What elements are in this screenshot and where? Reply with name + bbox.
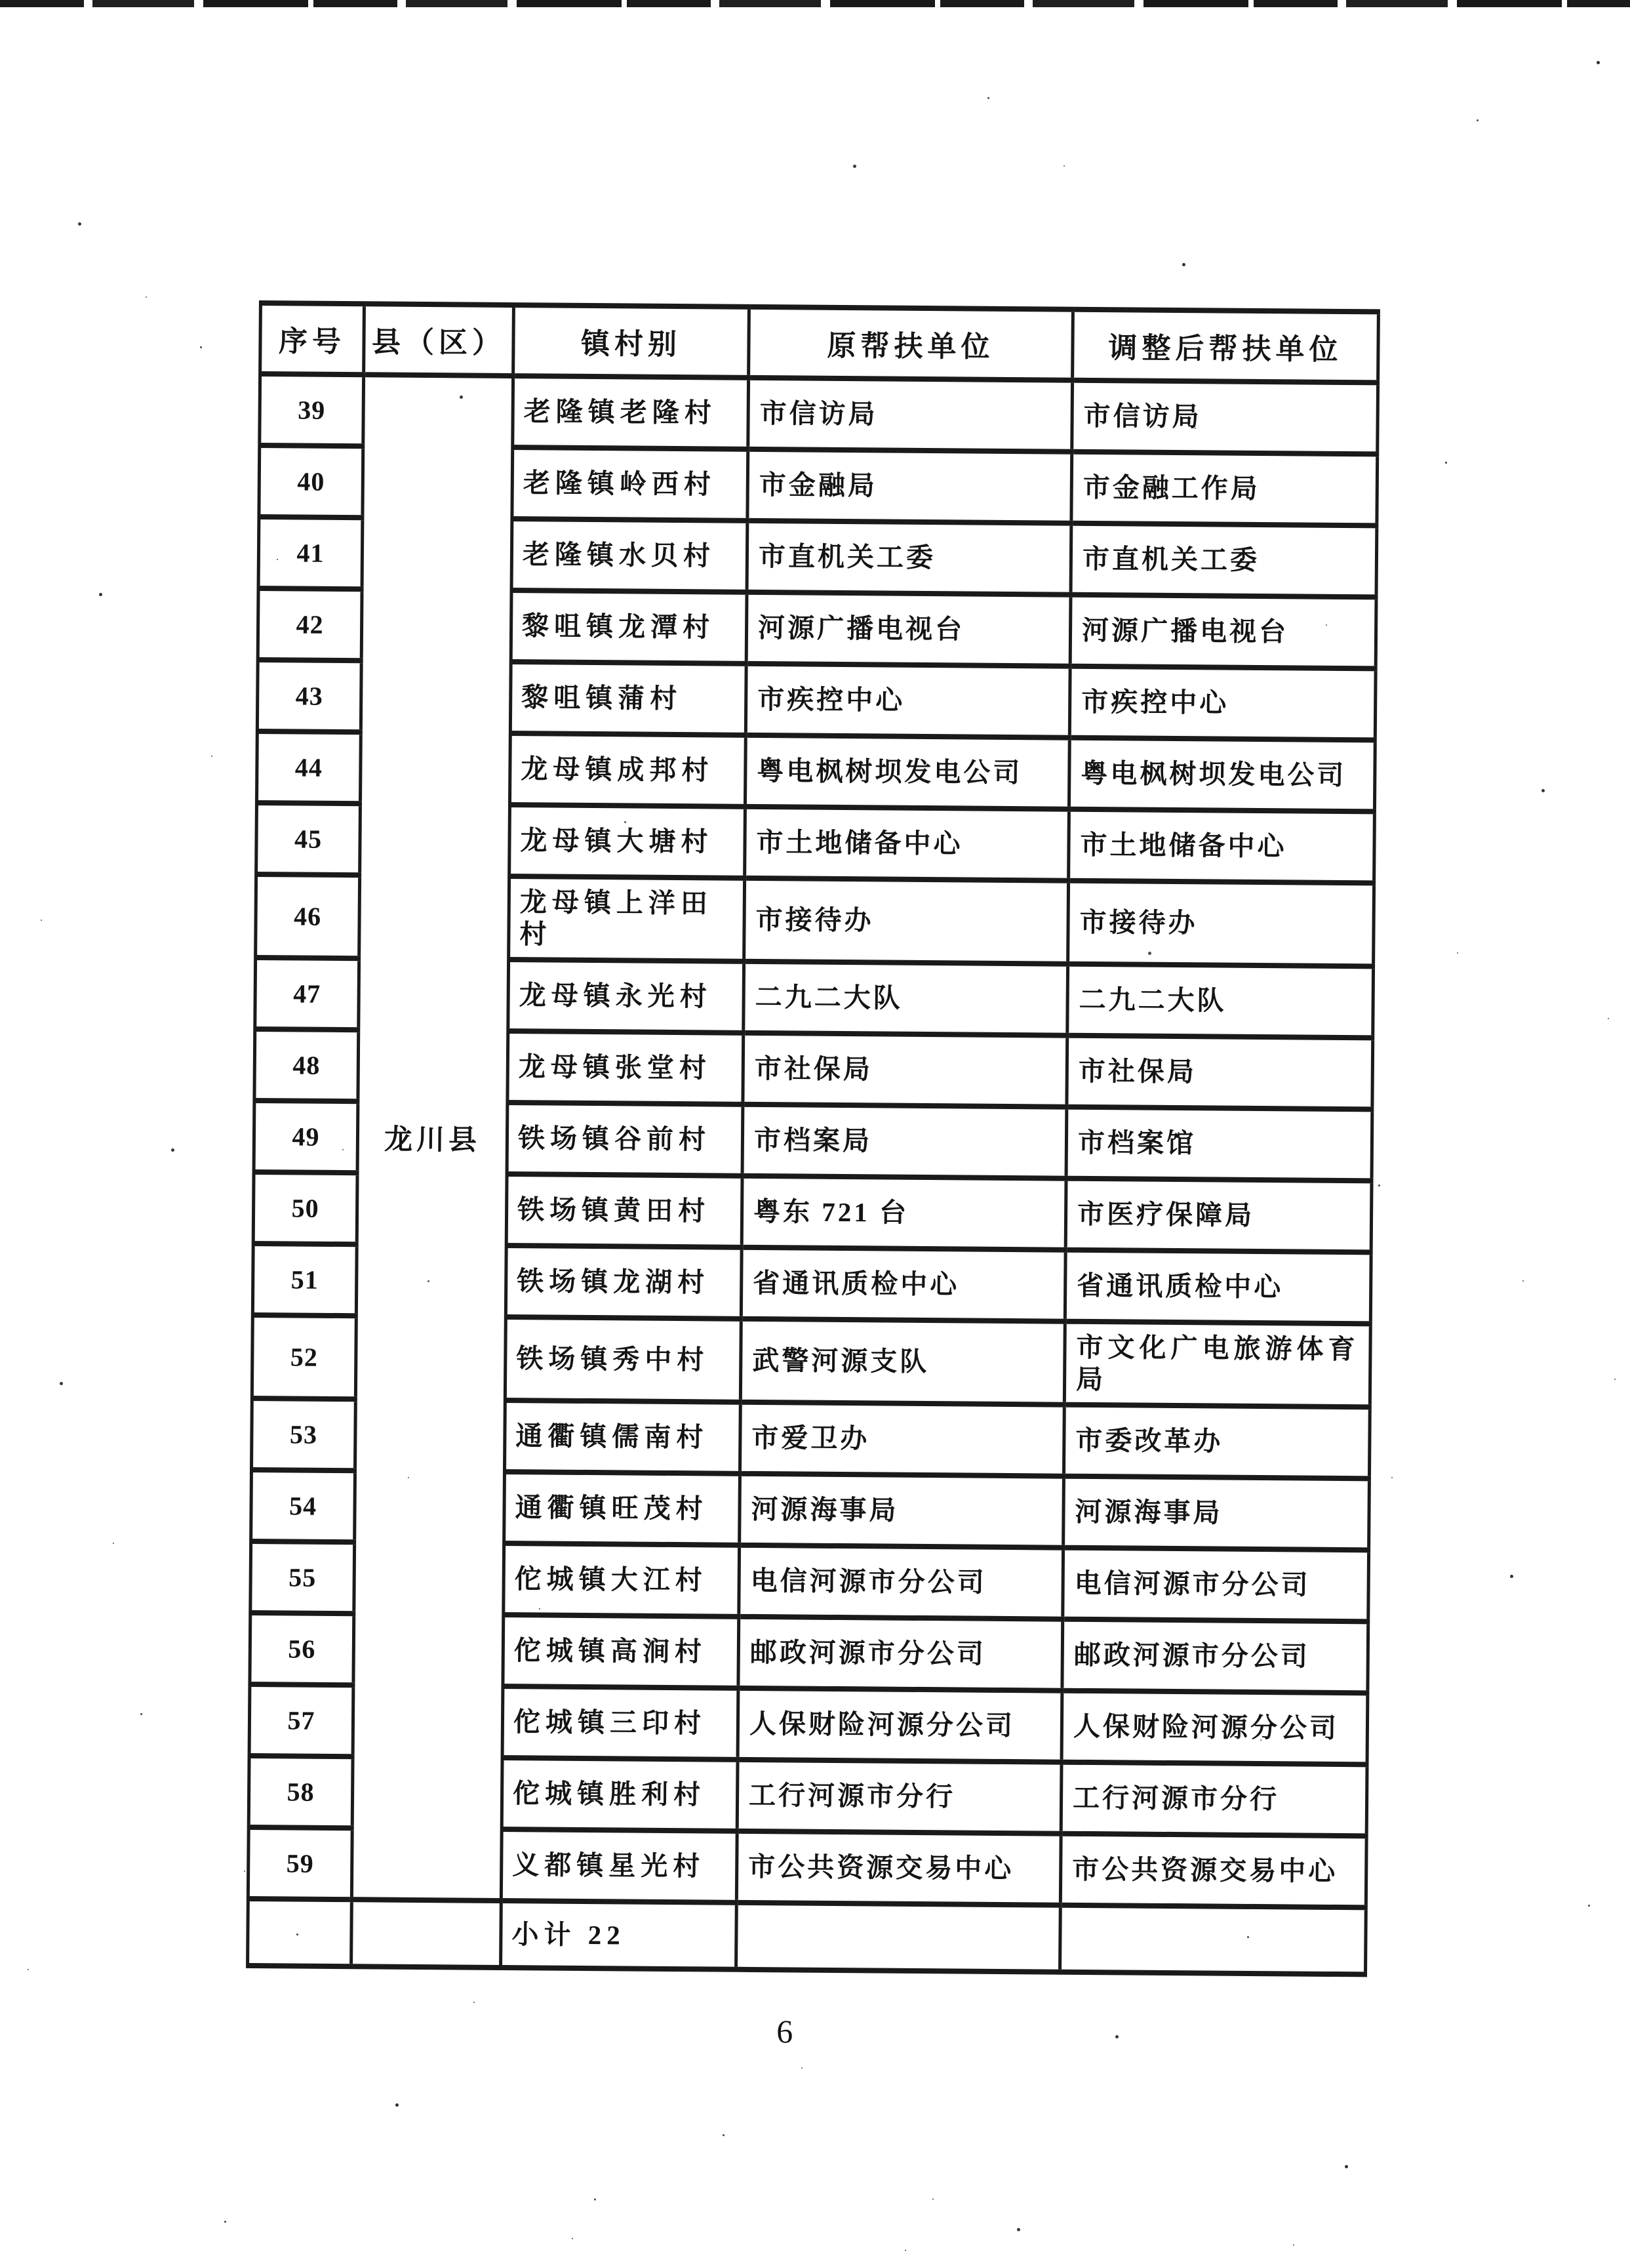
row-serial-number: 51 [252,1244,357,1316]
adjusted-unit-cell: 市接待办 [1068,881,1374,967]
table-row [260,374,1378,454]
scan-noise-speckles-small [0,0,1,1]
village-cell: 佗城镇胜利村 [502,1758,738,1831]
original-unit-cell: 河源海事局 [740,1474,1064,1548]
original-unit-cell: 人保财险河源分公司 [738,1688,1062,1762]
original-unit-cell: 粤电枫树坝发电公司 [745,735,1069,809]
row-serial-number: 52 [252,1315,356,1399]
adjusted-unit-cell: 电信河源市分公司 [1063,1548,1369,1622]
adjusted-unit-cell: 人保财险河源分公司 [1062,1691,1368,1765]
village-cell: 龙母镇张堂村 [507,1031,744,1104]
original-unit-cell: 市爱卫办 [740,1402,1064,1476]
row-serial-number: 47 [255,958,359,1030]
village-cell: 铁场镇黄田村 [506,1174,742,1247]
village-cell: 铁场镇谷前村 [507,1103,743,1176]
village-cell: 铁场镇秀中村 [505,1317,741,1402]
village-cell: 老隆镇水贝村 [511,519,747,592]
original-unit-cell: 电信河源市分公司 [739,1545,1063,1619]
village-cell: 黎咀镇蒲村 [510,662,746,735]
row-serial-number: 41 [258,517,363,589]
table-header-row [260,303,1379,382]
adjusted-unit-cell: 市委改革办 [1063,1405,1370,1479]
row-serial-number: 48 [254,1029,359,1101]
adjusted-unit-cell: 工行河源市分行 [1061,1762,1367,1836]
adjusted-unit-cell: 市信访局 [1072,380,1378,455]
empty-adjusted-unit-cell [1060,1905,1366,1975]
adjusted-unit-cell: 市档案馆 [1066,1107,1372,1181]
adjusted-unit-cell: 市公共资源交易中心 [1060,1834,1366,1908]
row-serial-number: 43 [257,660,361,732]
village-cell: 老隆镇老隆村 [513,376,749,449]
adjusted-unit-cell: 市金融工作局 [1071,452,1378,526]
village-cell: 佗城镇大江村 [504,1543,740,1617]
header-county-district: 县（区） [364,304,514,376]
adjusted-unit-cell: 市社保局 [1067,1036,1373,1110]
original-unit-cell: 省通讯质检中心 [741,1247,1065,1322]
village-cell: 龙母镇大塘村 [509,805,745,878]
header-adjusted-unit: 调整后帮扶单位 [1073,310,1379,383]
original-unit-cell: 二九二大队 [744,962,1068,1036]
row-serial-number: 54 [251,1470,355,1542]
row-serial-number: 58 [248,1756,353,1828]
original-unit-cell: 粤东 721 台 [742,1176,1066,1250]
village-cell: 佗城镇三印村 [502,1686,738,1760]
village-cell: 龙母镇成邦村 [509,733,745,807]
county-cell: 龙川县 [351,375,513,1901]
adjusted-unit-cell: 邮政河源市分公司 [1062,1619,1368,1693]
row-serial-number: 46 [256,874,360,958]
original-unit-cell: 河源广播电视台 [746,592,1071,666]
original-unit-cell: 工行河源市分行 [737,1760,1062,1834]
village-cell: 铁场镇龙湖村 [506,1245,742,1319]
village-cell: 佗城镇高涧村 [503,1615,739,1688]
village-cell: 龙母镇永光村 [508,960,744,1033]
adjusted-unit-cell: 河源广播电视台 [1070,595,1376,669]
adjusted-unit-cell: 市土地储备中心 [1069,809,1375,883]
original-unit-cell: 市直机关工委 [747,521,1071,595]
original-unit-cell: 市公共资源交易中心 [736,1831,1061,1905]
village-cell: 黎咀镇龙潭村 [511,590,747,664]
row-serial-number: 57 [249,1684,353,1756]
subtotal-row [248,1899,1366,1974]
original-unit-cell: 市土地储备中心 [745,807,1069,881]
village-cell: 通衢镇旺茂村 [504,1472,740,1545]
adjusted-unit-cell: 省通讯质检中心 [1065,1250,1371,1324]
original-unit-cell: 市接待办 [744,878,1069,964]
original-unit-cell: 市疾控中心 [745,664,1070,738]
row-serial-number: 39 [260,374,364,446]
row-serial-number: 42 [258,588,362,660]
village-cell: 龙母镇上洋田村 [509,876,745,962]
original-unit-cell: 市金融局 [747,449,1072,523]
adjusted-unit-cell: 粤电枫树坝发电公司 [1069,738,1375,812]
row-serial-number: 53 [251,1398,355,1470]
original-unit-cell: 市档案局 [742,1104,1067,1179]
empty-original-unit-cell [736,1903,1061,1972]
assistance-units-table [246,300,1380,1977]
header-serial-number: 序号 [260,303,365,375]
adjusted-unit-cell: 市文化广电旅游体育局 [1064,1322,1370,1407]
village-cell: 老隆镇岭西村 [512,447,748,521]
row-serial-number: 56 [250,1613,354,1685]
original-unit-cell: 武警河源支队 [740,1319,1065,1405]
adjusted-unit-cell: 二九二大队 [1067,964,1374,1038]
header-original-unit: 原帮扶单位 [749,307,1073,380]
original-unit-cell: 邮政河源市分公司 [738,1617,1063,1691]
row-serial-number: 59 [248,1827,352,1899]
row-serial-number: 49 [254,1101,358,1173]
adjusted-unit-cell: 市医疗保障局 [1065,1179,1372,1253]
header-town-village: 镇村别 [513,305,749,378]
row-serial-number: 45 [256,803,361,875]
original-unit-cell: 市社保局 [743,1033,1067,1107]
village-cell: 义都镇星光村 [501,1829,737,1903]
row-serial-number: 40 [259,445,363,517]
original-unit-cell: 市信访局 [748,378,1073,452]
subtotal-cell: 小计 22 [501,1901,737,1970]
row-serial-number: 55 [250,1541,355,1613]
page-number: 6 [776,2013,793,2050]
village-cell: 通衢镇儒南村 [504,1400,740,1474]
row-serial-number: 50 [253,1172,357,1244]
row-serial-number: 44 [256,731,361,803]
adjusted-unit-cell: 市直机关工委 [1071,523,1377,597]
adjusted-unit-cell: 河源海事局 [1063,1476,1370,1550]
empty-serial-cell [248,1899,352,1966]
adjusted-unit-cell: 市疾控中心 [1069,666,1376,740]
assistance-units-table-wrap [246,300,1380,1977]
empty-county-cell [351,1899,502,1968]
